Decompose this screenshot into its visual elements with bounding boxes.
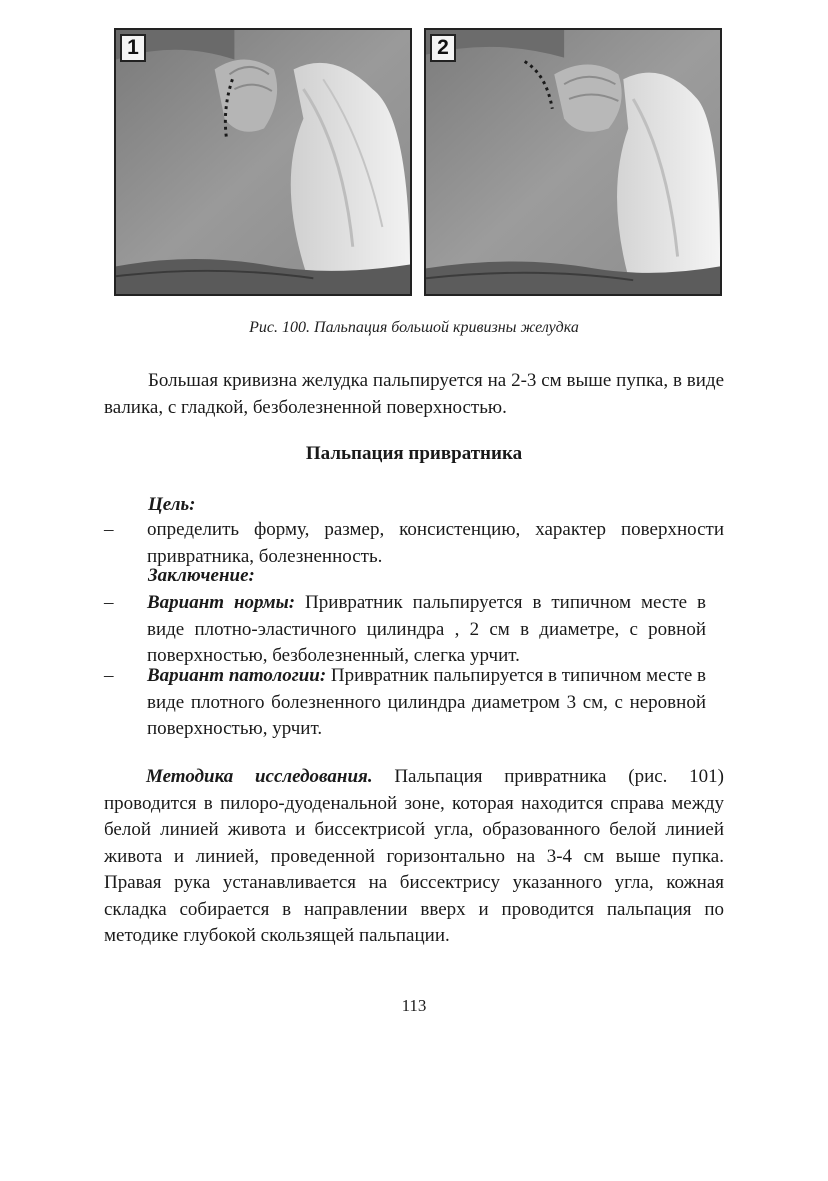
method-text: Пальпация привратника (рис. 101) проводится в пилоро-дуоденальной зоне, которая находится справа между белой линией живота и биссектрисой угла, образованного белой линией живота и линией, проведенной горизонтально на 3-4 см выше пупка. Правая рука устанавливается на биссектрису указанного угла, кожная складка собирается в направлении вверх и проводится пальпация по методике глубокой скользящей пальпации.	[104, 766, 724, 946]
norm-text: Привратник пальпируется в типичном месте в виде плотно-эластичного цилиндра , 2 см в диаметре, с ровной поверхностью, безболезненный, слегка урчит.	[147, 592, 706, 666]
palpation-photo-1	[116, 30, 410, 294]
photo-panel-2	[424, 28, 722, 296]
list-item-text	[147, 663, 706, 743]
goal-label: Цель:	[148, 494, 196, 515]
paragraph	[104, 764, 724, 950]
pathology-text: Привратник пальпируется в типичном месте в виде плотного болезненного цилиндра диаметром 3 см, с неровной поверхностью, урчит.	[147, 665, 706, 739]
dash-bullet: –	[104, 592, 114, 613]
paragraph: Большая кривизна желудка пальпируется на 2-3 см выше пупка, в виде валика, с гладкой, безболезненной поверхностью.	[104, 370, 724, 418]
figure-caption: Рис. 100. Пальпация большой кривизны желудка	[249, 319, 579, 336]
page-number: 113	[401, 996, 427, 1015]
list-item	[104, 663, 706, 743]
list-item-text	[147, 590, 706, 670]
photo-panel-1	[114, 28, 412, 296]
pathology-label: Вариант патологии:	[147, 665, 327, 686]
list-item-text: определить форму, размер, консистенцию, характер поверхности привратника, болезненность.	[147, 519, 724, 567]
norm-label: Вариант нормы:	[147, 592, 296, 613]
conclusion-label: Заключение:	[148, 565, 255, 586]
section-heading: Пальпация привратника	[305, 443, 523, 464]
dash-bullet: –	[104, 519, 114, 540]
palpation-photo-2	[426, 30, 720, 294]
method-label: Методика исследования.	[146, 766, 373, 787]
panel-number: 2	[430, 34, 456, 62]
panel-number: 1	[120, 34, 146, 62]
list-item	[104, 590, 706, 670]
dash-bullet: –	[104, 665, 114, 686]
figure	[114, 28, 726, 298]
list-item	[104, 517, 724, 570]
